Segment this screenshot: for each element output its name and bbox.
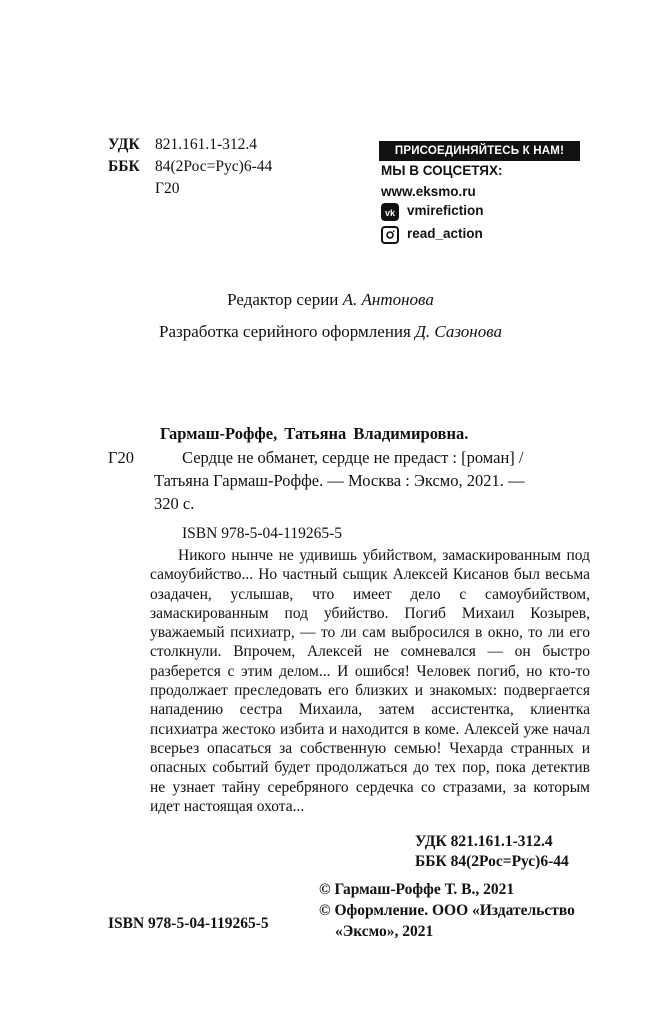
udk-footer: УДК 821.161.1-312.4 [415, 833, 553, 850]
instagram-handle[interactable]: read_action [407, 226, 483, 241]
website-link[interactable]: www.eksmo.ru [381, 184, 476, 199]
udk-value: 821.161.1-312.4 [155, 136, 258, 153]
social-subtitle: МЫ В СОЦСЕТЯХ: [381, 163, 503, 178]
bbk-line [108, 158, 272, 176]
author-mark: Г20 [155, 180, 180, 197]
catalog-author-mark: Г20 [108, 448, 135, 467]
series-editor-name: А. Антонова [342, 290, 434, 309]
annotation-text: Никого нынче не удивишь убийством, замаскированным под самоубийство... Но частный сыщик Алексей Кисанов был весьма озадачен, услышав, что имеет дело с самоубийством, замаскированным под убийство. Погиб Михаил Козырев, уважаемый психиатр, — то ли сам выбросился в окно, то ли его столкнули. Впрочем, Алексей не сомневался — он быстро разберется с этим делом... И ошибся! Человек погиб, но кто-то продолжает преследовать его близких и знакомых: подвергается нападению сестра Михаила, затем ассистентка, клиентка психиатра жестоко избита и находится в коме. Алексей уже начал всерьез опасаться за собственную семью! Чехарда странных и опасных событий будет продолжаться до тех пор, пока детектив не узнает тайну серебряного сердечка со стразами, за которым идет настоящая охота... [150, 547, 590, 815]
join-banner: ПРИСОЕДИНЯЙТЕСЬ К НАМ! [379, 141, 580, 161]
design-credit-line [0, 322, 661, 342]
copyright-design-line-1: © Оформление. ООО «Издательство [319, 902, 575, 919]
title-line-2: Татьяна Гармаш-Роффе. — Москва : Эксмо, 2021. — [154, 471, 525, 490]
vk-icon[interactable] [381, 203, 399, 221]
design-name: Д. Сазонова [415, 322, 502, 341]
instagram-icon[interactable] [381, 226, 399, 244]
isbn-line: ISBN 978-5-04-119265-5 [182, 525, 343, 542]
udk-line [108, 136, 257, 154]
series-editor-label: Редактор серии [227, 290, 339, 309]
svg-text:vk: vk [384, 208, 396, 218]
copyright-design-line-2: «Эксмо», 2021 [335, 923, 434, 940]
title-line-3: 320 с. [154, 494, 195, 513]
vk-handle[interactable]: vmirefiction [407, 203, 484, 218]
author-heading: Гармаш-Роффе, Татьяна Владимировна. [160, 424, 469, 443]
bbk-value: 84(2Рос=Рус)6-44 [155, 158, 273, 175]
udk-label: УДК [108, 136, 140, 153]
series-editor-line [0, 290, 661, 310]
footer-isbn: ISBN 978-5-04-119265-5 [108, 915, 269, 932]
bbk-label: ББК [108, 158, 140, 175]
title-line-1: Сердце не обманет, сердце не предаст : [роман] / [182, 448, 524, 467]
copyright-author: © Гармаш-Роффе Т. В., 2021 [319, 881, 515, 898]
bbk-footer: ББК 84(2Рос=Рус)6-44 [415, 853, 569, 870]
design-label: Разработка серийного оформления [158, 322, 411, 341]
